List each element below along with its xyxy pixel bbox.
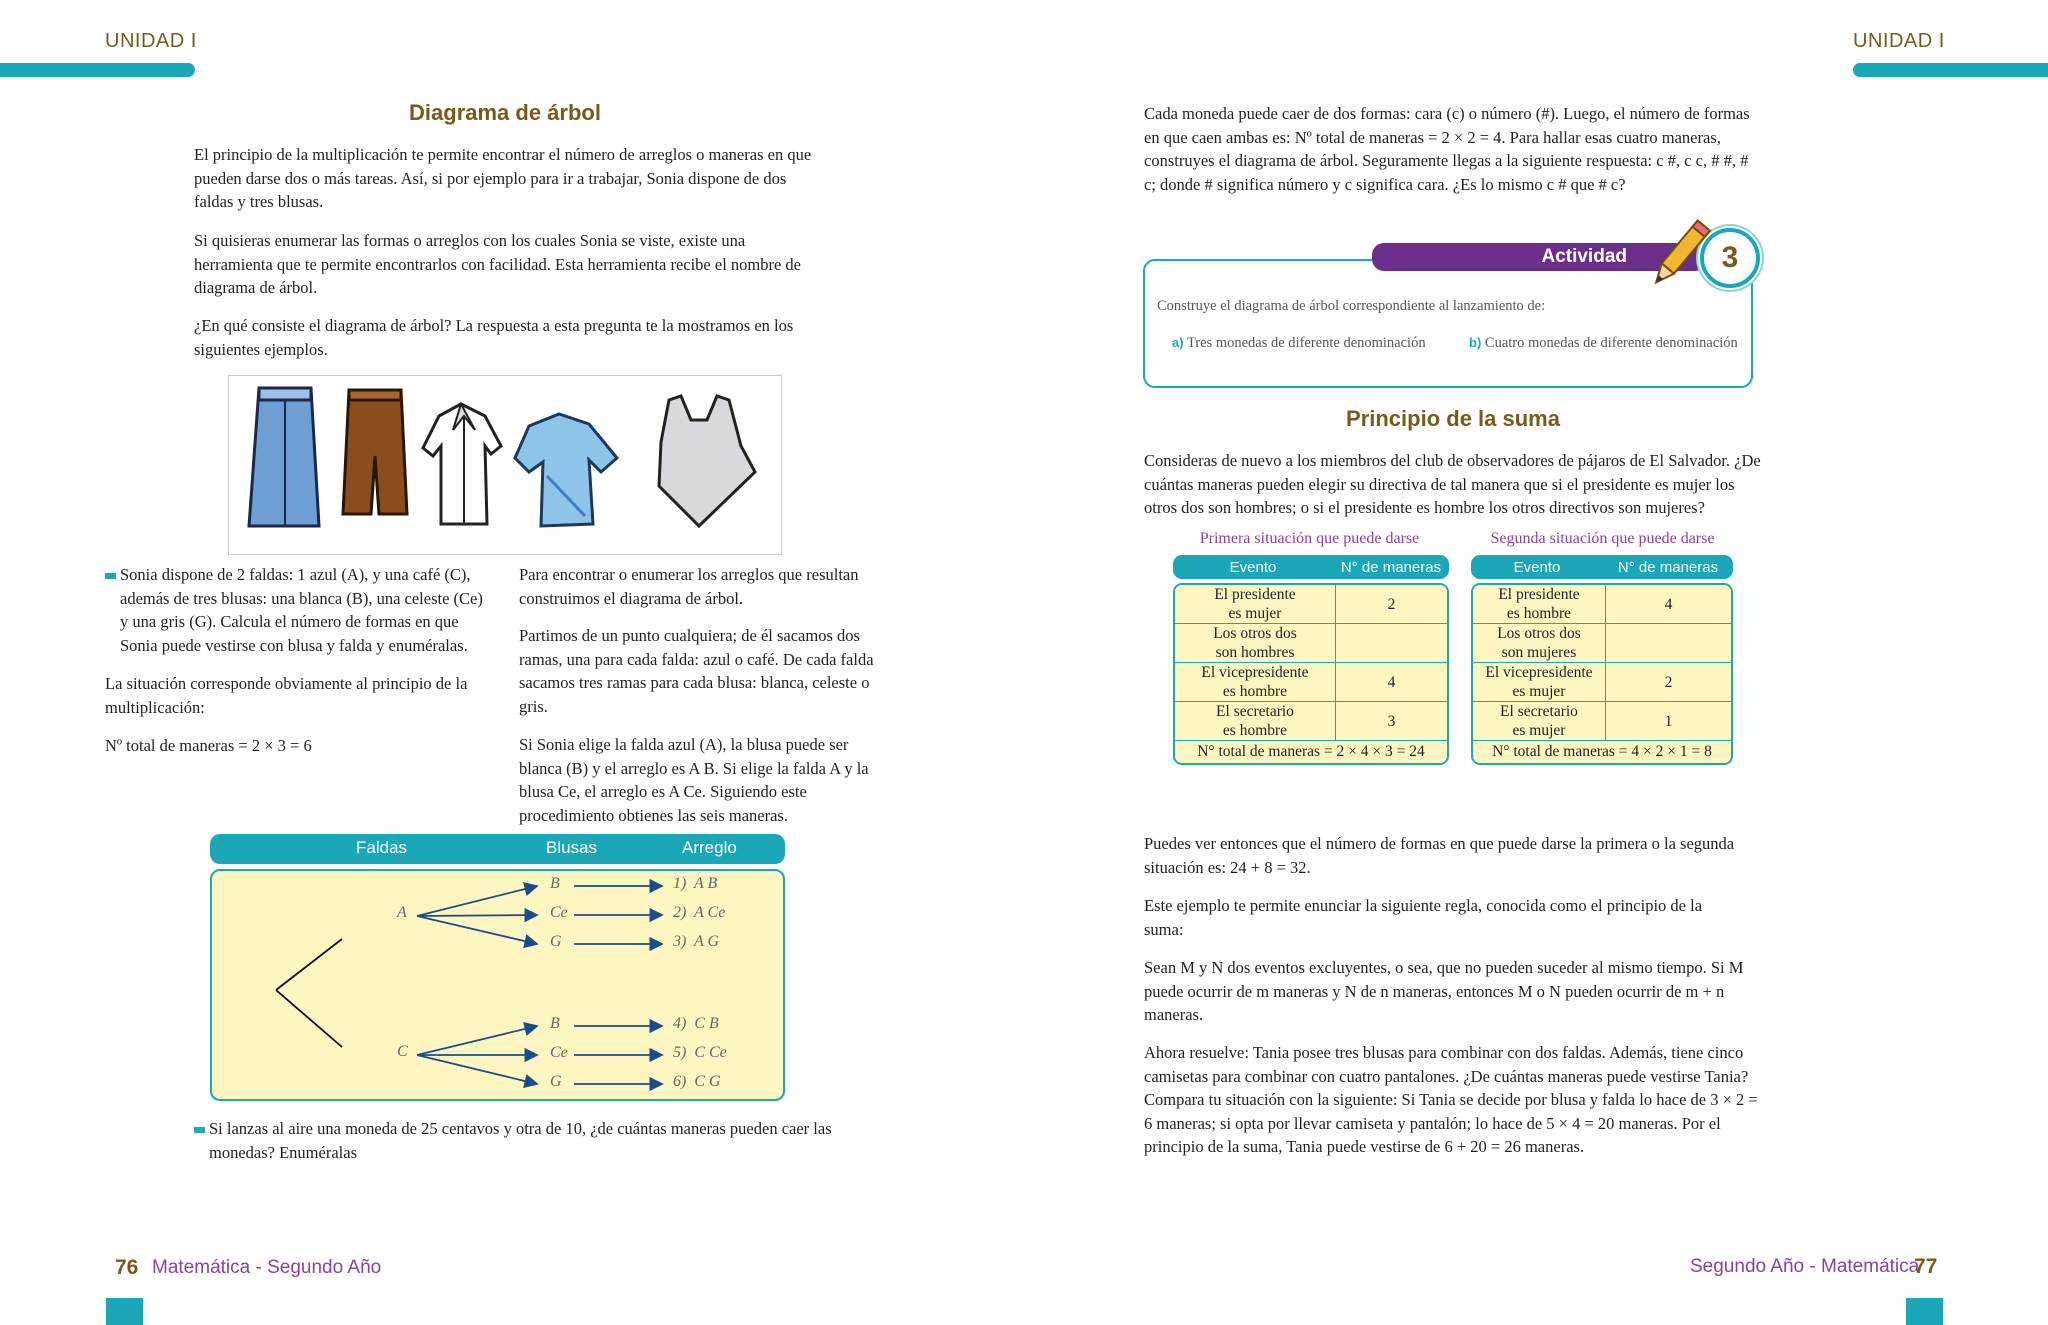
tree-blusa-1: B [550, 875, 560, 892]
tree-arreglo-3: 3) A G [673, 933, 720, 950]
table2-r1-value: 4 [1606, 585, 1731, 623]
footer-text-right: Segundo Año - Matemática [1690, 1256, 1920, 1277]
table1-r3-line2: es hombre [1222, 683, 1288, 700]
table2-r4-line2: es mujer [1512, 722, 1566, 739]
pencil-icon [1645, 215, 1715, 293]
footer-square-right [1906, 1298, 1943, 1325]
bullet-question-2-text: Si lanzas al aire una moneda de 25 centavos y otra de 10, ¿de cuántas maneras pueden caer las monedas? Enuméralas [209, 1119, 832, 1162]
table2 [1471, 555, 1733, 765]
bullet-marker [194, 1127, 205, 1133]
table2-total: N° total de maneras = 4 × 2 × 1 = 8 [1473, 740, 1731, 763]
tree-falda-c: C [397, 1043, 408, 1060]
tree-arreglo-1: 1) A B [673, 875, 718, 892]
table-row [1473, 701, 1731, 740]
activity-number: 3 [1721, 241, 1739, 274]
activity-instruction: Construye el diagrama de árbol correspondiente al lanzamiento de: [1157, 298, 1546, 314]
tree-blusa-6: G [550, 1073, 562, 1090]
table2-r2-value [1606, 623, 1731, 662]
table2-r3-value: 2 [1606, 662, 1731, 701]
rule-intro-paragraph: Este ejemplo te permite enunciar la siguiente regla, conocida como el principio de la suma: [1144, 896, 1703, 939]
bullet-question-1 [105, 563, 485, 657]
table1-r4-value: 3 [1336, 701, 1447, 740]
table1-r3-line1: El vicepresidente [1201, 664, 1309, 681]
coin-paragraph: Cada moneda puede caer de dos formas: cara (c) o número (#). Luego, el número de formas en que caen ambas es: Nº total de maneras = 2 × 2 = 4. Para hallar esas cuatro maneras, construyes el diagrama de árbol. Seguramente llegas a la siguiente respuesta: c #, c c, # #, # c; donde # significa número y c significa cara. ¿Es lo mismo c # que # c? [1144, 104, 1750, 194]
table1-r2-value [1336, 623, 1447, 662]
table-row [1473, 662, 1731, 701]
activity-option-a-label: a) [1172, 335, 1184, 350]
header-bar-right [1853, 63, 2048, 77]
header-bar-left [0, 63, 195, 77]
bullet-marker [105, 573, 116, 579]
tree-blusa-2: Ce [550, 904, 568, 921]
table2-caption: Segunda situación que puede darse [1490, 530, 1715, 547]
table1-r3-value: 4 [1336, 662, 1447, 701]
unit-label-left: UNIDAD I [105, 30, 197, 52]
table2-r3-line2: es mujer [1512, 683, 1566, 700]
tree-explanation-2: Partimos de un punto cualquiera; de él sacamos dos ramas, una para cada falda: azul o café. De cada falda sacamos tres ramas para cada blusa: blanca, celeste o gris. [519, 626, 874, 716]
table1-total: N° total de maneras = 2 × 4 × 3 = 24 [1175, 740, 1447, 763]
table2-r2-line1: Los otros dos [1497, 625, 1581, 642]
root-branches [276, 939, 342, 1047]
table2-r2-line2: son mujeres [1501, 644, 1577, 661]
tree-falda-a: A [397, 904, 407, 921]
tree-arreglo-6: 6) C G [673, 1073, 721, 1090]
tree-explanation-3: Si Sonia elige la falda azul (A), la blusa puede ser blanca (B) y el arreglo es A B. Si elige la falda A y la blusa Ce, el arreglo es A Ce. Siguiendo este procedimiento obtienes las seis maneras. [519, 735, 869, 825]
light-blue-blouse-icon [515, 414, 617, 526]
tree-blusa-3: G [550, 933, 562, 950]
intro-paragraph-3: ¿En qué consiste el diagrama de árbol? La respuesta a esta pregunta te la mostramos en los siguientes ejemplos. [194, 316, 794, 359]
page-number-right: 77 [1914, 1255, 1938, 1278]
table1-total-row [1175, 740, 1447, 763]
table-row [1175, 701, 1447, 740]
tree-blusa-5: Ce [550, 1044, 568, 1061]
table2-header-event: Evento [1471, 555, 1603, 579]
tree-header [210, 834, 785, 864]
table1-header-event: Evento [1173, 555, 1333, 579]
table-row [1473, 585, 1731, 623]
table2-r1-line2: es hombre [1506, 605, 1572, 622]
table2-r4-value: 1 [1606, 701, 1731, 740]
clothing-illustration [228, 375, 782, 555]
activity-option-b-label: b) [1469, 335, 1482, 350]
page-number-left: 76 [115, 1256, 139, 1279]
tree-header-faldas: Faldas [356, 838, 408, 857]
club-paragraph: Consideras de nuevo a los miembros del club de observadores de pájaros de El Salvador. ¿De cuántas maneras pueden elegir su directiva de tal manera que si el presidente es mujer los otros dos son hombres; o si el presidente es hombre los otros directivos son mujeres? [1144, 451, 1761, 517]
table1-r4-line2: es hombre [1222, 722, 1288, 739]
brown-shorts-icon [343, 390, 407, 514]
clothing-svg [229, 376, 781, 554]
table1-grid [1173, 555, 1449, 579]
tree-header-arreglo: Arreglo [682, 838, 737, 857]
table1-r1-line2: es mujer [1228, 605, 1282, 622]
table1-r2-line1: Los otros dos [1213, 625, 1297, 642]
table-row [1473, 623, 1731, 662]
intro-paragraph-2: Si quisieras enumerar las formas o arreglos con los cuales Sonia se viste, existe una herramienta que te permite encontrarlos con facilidad. Esta herramienta recibe el nombre de diagrama de árbol. [194, 231, 802, 297]
table1-r1-line1: El presidente [1214, 586, 1296, 603]
section-title-tree-diagram: Diagrama de árbol [409, 100, 601, 125]
table1 [1173, 555, 1449, 765]
table2-grid [1471, 555, 1733, 579]
blue-skirt-icon [249, 388, 319, 526]
blouse-branches [417, 886, 662, 1084]
table1-header-ways: N° de maneras [1333, 555, 1449, 579]
table2-r4-line1: El secretario [1500, 703, 1578, 720]
activity-option-a-text: Tres monedas de diferente denominación [1186, 335, 1426, 351]
table-row [1175, 585, 1447, 623]
sum-rule-paragraph: Sean M y N dos eventos excluyentes, o sea, que no pueden suceder al mismo tiempo. Si M puede ocurrir de m maneras y N de n maneras, entonces M o N pueden ocurrir de m + n maneras. [1144, 958, 1744, 1024]
table2-header-ways: N° de maneras [1603, 555, 1733, 579]
tree-arreglo-4: 4) C B [673, 1015, 719, 1032]
tree-blusa-4: B [550, 1015, 560, 1032]
grey-tank-top-icon [659, 396, 755, 526]
unit-label-right: UNIDAD I [1853, 30, 1945, 52]
table-row [1175, 662, 1447, 701]
total-ways-text: Nº total de maneras = 2 × 3 = 6 [105, 736, 312, 755]
intro-paragraph-1: El principio de la multiplicación te permite encontrar el número de arreglos o maneras en que pueden darse dos o más tareas. Así, si por ejemplo para ir a trabajar, Sonia dispone de dos faldas y tres blusas. [194, 145, 812, 211]
table1-r4-line1: El secretario [1216, 703, 1294, 720]
section-title-sum-principle: Principio de la suma [1346, 406, 1560, 431]
activity-title: Actividad [1541, 246, 1627, 267]
tree-arreglo-5: 5) C Ce [673, 1044, 727, 1061]
tree-diagram [210, 869, 785, 1101]
bullet-question-1-text: Sonia dispone de 2 faldas: 1 azul (A), y una café (C), además de tres blusas: una blanca (B), una celeste (Ce) y una gris (G). Calcula el número de formas en que Sonia puede vestirse con blusa y falda y enuméralas. [120, 565, 483, 655]
table1-r1-value: 2 [1336, 585, 1447, 623]
bullet-question-2 [194, 1117, 834, 1164]
situation-text: La situación corresponde obviamente al principio de la multiplicación: [105, 674, 468, 717]
exercise-paragraph: Ahora resuelve: Tania posee tres blusas para combinar con dos faldas. Además, tiene cinco camisetas para combinar con cuatro pantalones. ¿De cuántas maneras puede vestirse Tania? Compara tu situación con la siguiente: Si Tania se decide por blusa y falda lo hace de 3 × 2 = 6 maneras; si opta por llevar camiseta y pantalón; lo hace de 5 × 4 = 20 maneras. Por el principio de la suma, Tania puede vestirse de 6 + 20 = 26 maneras. [1144, 1043, 1758, 1156]
footer-square-left [106, 1298, 143, 1325]
tree-arreglo-2: 2) A Ce [673, 904, 726, 921]
table1-caption: Primera situación que puede darse [1199, 530, 1420, 547]
table1-r2-line2: son hombres [1215, 644, 1295, 661]
table2-total-row [1473, 740, 1731, 763]
activity-option-a [1172, 335, 1426, 352]
tree-header-blusas: Blusas [546, 838, 598, 857]
sum-result-paragraph: Puedes ver entonces que el número de formas en que puede darse la primera o la segunda situación es: 24 + 8 = 32. [1144, 834, 1735, 877]
table2-body [1471, 583, 1733, 765]
table2-r1-line1: El presidente [1498, 586, 1580, 603]
footer-text-left: Matemática - Segundo Año [152, 1257, 382, 1278]
table-row [1175, 623, 1447, 662]
tree-explanation-1: Para encontrar o enumerar los arreglos que resultan construimos el diagrama de árbol. [519, 565, 859, 608]
table1-body [1173, 583, 1449, 765]
white-blouse-icon [423, 404, 501, 524]
activity-option-b [1469, 335, 1738, 352]
activity-option-b-text: Cuatro monedas de diferente denominación [1484, 335, 1738, 351]
table2-r3-line1: El vicepresidente [1485, 664, 1593, 681]
